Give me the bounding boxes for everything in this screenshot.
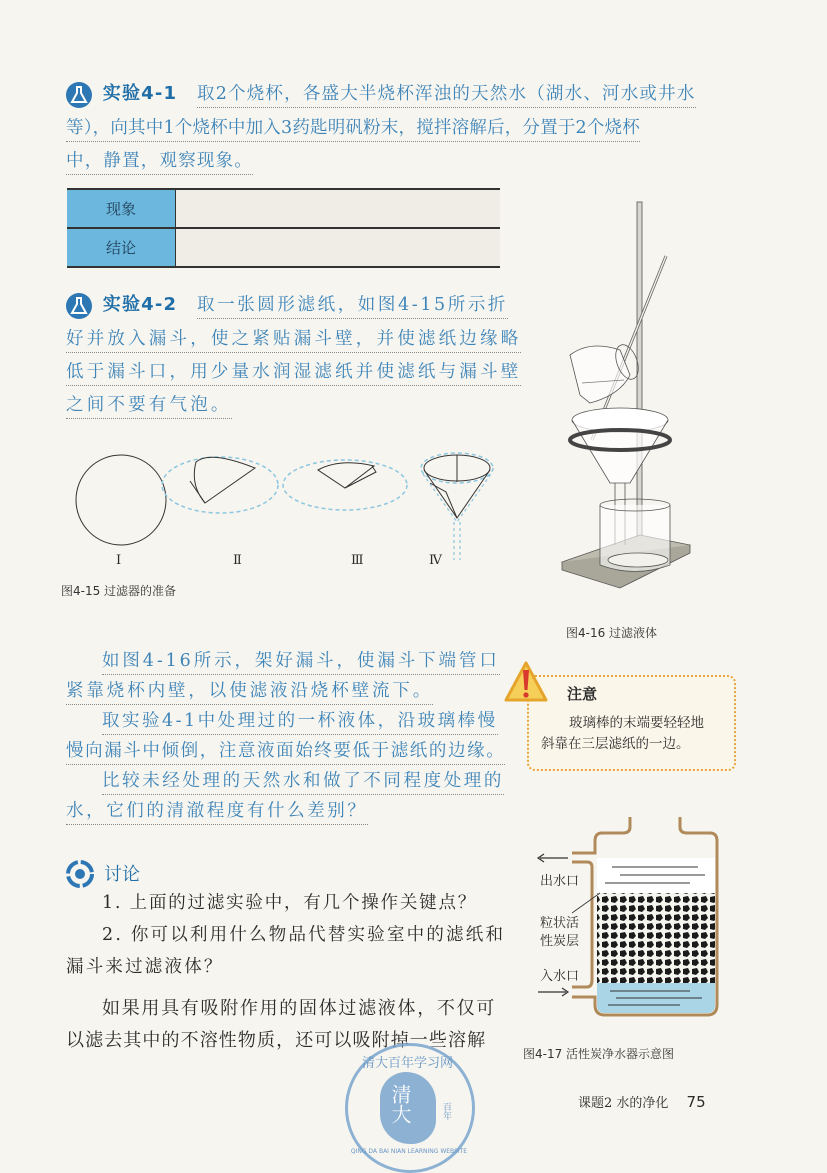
watermark-seal <box>345 1043 475 1173</box>
row-value <box>176 189 501 228</box>
watermark-small-text: 百年 <box>441 1102 451 1120</box>
carbon-layer-label: 性炭层 <box>540 934 580 949</box>
fig-label-4: Ⅳ <box>429 553 442 568</box>
note-text: 玻璃棒的末端要轻轻地 <box>569 715 704 731</box>
row-label: 现象 <box>67 189 176 228</box>
paragraph-line: 之间不要有气泡。 <box>66 392 232 419</box>
figure-caption: 图4-15 过滤器的准备 <box>61 584 177 598</box>
paragraph-line: 如果用具有吸附作用的固体过滤液体，不仅可 <box>102 998 496 1019</box>
paragraph-line: 取一张圆形滤纸，如图4-15所示折 <box>197 292 508 319</box>
inlet-label: 入水口 <box>540 969 580 984</box>
watermark-bottom-text: QING DA BAI NIAN LEARNING WEBSITE <box>350 1148 468 1155</box>
note-text: 斜靠在三层滤纸的一边。 <box>541 736 690 752</box>
fig-label-1: Ⅰ <box>116 553 122 568</box>
figure-caption: 图4-17 活性炭净水器示意图 <box>523 1047 675 1061</box>
page-number: 75 <box>686 1093 706 1111</box>
row-value <box>176 228 501 267</box>
table-row <box>67 189 500 228</box>
filtration-apparatus-illustration <box>560 200 700 610</box>
section-title: 课题2 水的净化 <box>578 1096 669 1111</box>
discussion-icon <box>66 860 94 888</box>
paragraph-line: 如图4-16所示，架好漏斗，使漏斗下端管口 <box>102 648 500 675</box>
paragraph-line: 慢向漏斗中倾倒，注意液面始终要低于滤纸的边缘。 <box>66 738 505 765</box>
note-box <box>527 675 736 771</box>
carbon-layer-label: 粒状活 <box>540 916 580 931</box>
figure-4-17 <box>520 815 740 1065</box>
figure-4-16 <box>560 200 700 650</box>
paragraph-line: 中，静置，观察现象。 <box>66 148 253 175</box>
paragraph-line: 水，它们的清澈程度有什么差别？ <box>66 798 368 825</box>
watermark-center-text: 清大 <box>388 1084 412 1124</box>
paragraph-line: 以滤去其中的不溶性物质，还可以吸附掉一些溶解 <box>66 1030 487 1051</box>
discussion-title: 讨论 <box>104 864 140 885</box>
fig-label-2: Ⅱ <box>233 553 242 568</box>
figure-caption: 图4-16 过滤液体 <box>566 626 658 640</box>
discussion-question: 2. 你可以利用什么物品代替实验室中的滤纸和 <box>102 925 506 945</box>
flask-icon <box>66 293 92 319</box>
flask-icon <box>66 82 92 108</box>
paragraph-line: 等），向其中1个烧杯中加入3药匙明矾粉末，搅拌溶解后，分置于2个烧杯 <box>66 115 640 142</box>
paragraph-line: 好并放入漏斗，使之紧贴漏斗壁，并使滤纸边缘略 <box>66 326 521 353</box>
paragraph-line: 紧靠烧杯内壁，以使滤液沿烧杯壁流下。 <box>66 678 433 705</box>
filter-folding-diagram <box>60 440 500 570</box>
row-label: 结论 <box>67 228 176 267</box>
note-title: 注意 <box>567 685 598 703</box>
fig-label-3: Ⅲ <box>351 553 364 568</box>
watermark-top-text: 清大百年学习网 <box>362 1056 454 1071</box>
paragraph-line: 比较未经处理的天然水和做了不同程度处理的 <box>102 768 504 795</box>
observation-table <box>67 188 500 268</box>
discussion-question: 漏斗来过滤液体？ <box>66 957 224 977</box>
paragraph-line: 低于漏斗口，用少量水润湿滤纸并使滤纸与漏斗壁 <box>66 359 521 386</box>
watermark-center <box>380 1072 436 1144</box>
figure-4-15 <box>60 440 500 600</box>
experiment-title: 实验4-1 <box>102 83 178 104</box>
table-row <box>67 228 500 267</box>
discussion-question: 1. 上面的过滤实验中，有几个操作关键点？ <box>102 893 478 913</box>
outlet-label: 出水口 <box>540 874 580 889</box>
page-footer <box>578 1092 706 1111</box>
warning-icon <box>503 660 549 704</box>
paragraph-line: 取实验4-1中处理过的一杯液体，沿玻璃棒慢 <box>102 708 498 735</box>
experiment-title: 实验4-2 <box>102 294 178 315</box>
paragraph-line: 取2个烧杯，各盛大半烧杯浑浊的天然水（湖水、河水或井水 <box>197 81 696 108</box>
